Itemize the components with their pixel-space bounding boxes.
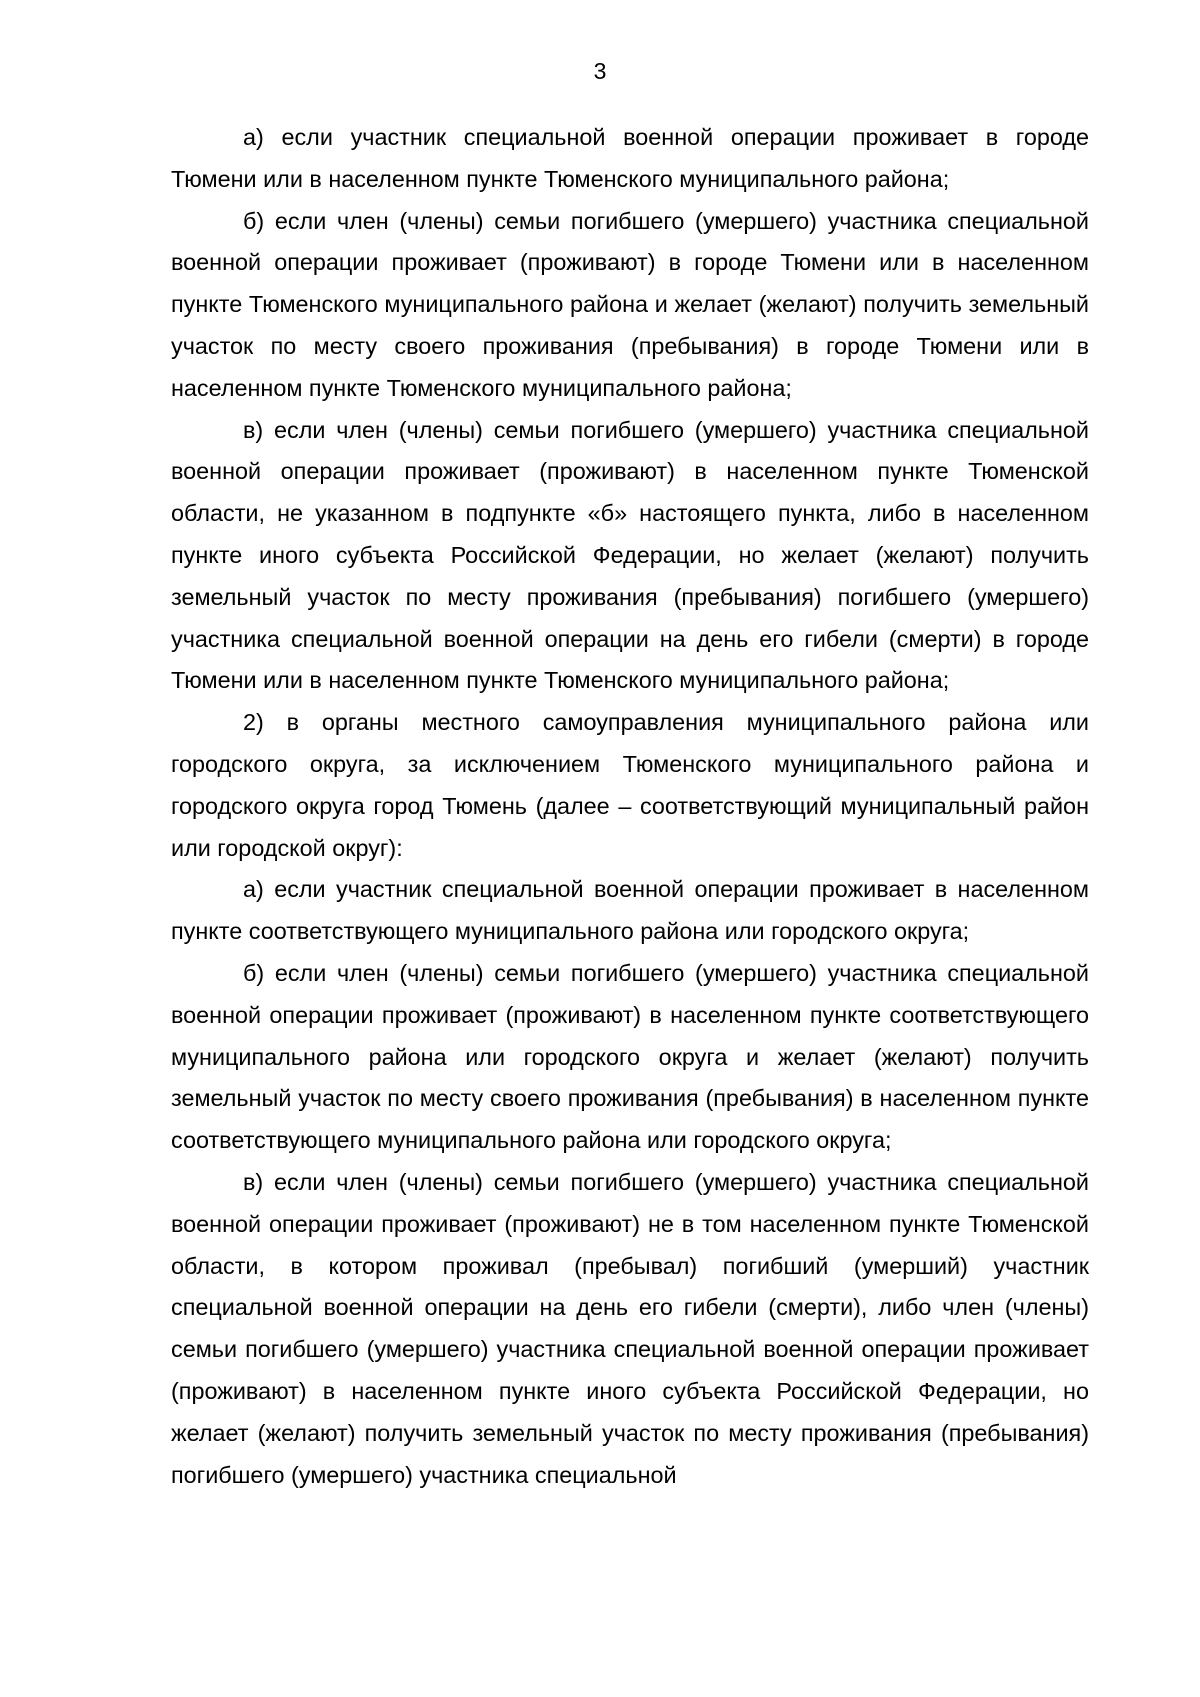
page-number: 3 — [593, 58, 607, 84]
paragraph-2b: б) если член (члены) семьи погибшего (умершего) участника специальной военной операции проживает (проживают) в населенном пункте соответствующего муниципального района или городского округа и желает (желают) получить земельный участок по месту своего проживания (пребывания) в населенном пункте соответствующего муниципального района или городского округа; — [171, 959, 1089, 1154]
paragraph-1v: в) если член (члены) семьи погибшего (умершего) участника специальной военной операции проживает (проживают) в населенном пункте Тюменской области, не указанном в подпункте «б» настоящего пункта, либо в населенном пункте иного субъекта Российской Федерации, но желает (желают) получить земельный участок по месту проживания (пребывания) погибшего (умершего) участника специальной военной операции на день его гибели (смерти) в городе Тюмени или в населенном пункте Тюменского муниципального района; — [171, 416, 1089, 694]
paragraph-2v: в) если член (члены) семьи погибшего (умершего) участника специальной военной операции проживает (проживают) не в том населенном пункте Тюменской области, в котором проживал (пребывал) погибший (умерший) участник специальной военной операции на день его гибели (смерти), либо член (члены) семьи погибшего (умершего) участника специальной военной операции проживает (проживают) в населенном пункте иного субъекта Российской Федерации, но желает (желают) получить земельный участок по месту проживания (пребывания) погибшего (умершего) участника специальной — [171, 1168, 1089, 1488]
paragraph-2: 2) в органы местного самоуправления муниципального района или городского округа, за исключением Тюменского муниципального района и городского округа город Тюмень (далее – соответствующий муниципальный район или городской округ): — [171, 709, 1089, 861]
paragraph-2a: а) если участник специальной военной операции проживает в населенном пункте соответствующего муниципального района или городского округа; — [171, 876, 1089, 945]
document-body — [171, 117, 1089, 1496]
paragraph-1a: а) если участник специальной военной операции проживает в городе Тюмени или в населенном пункте Тюменского муниципального района; — [171, 124, 1089, 192]
paragraph-1b: б) если член (члены) семьи погибшего (умершего) участника специальной военной операции проживает (проживают) в городе Тюмени или в населенном пункте Тюменского муниципального района и желает (желают) получить земельный участок по месту своего проживания (пребывания) в городе Тюмени или в населенном пункте Тюменского муниципального района; — [171, 207, 1089, 401]
